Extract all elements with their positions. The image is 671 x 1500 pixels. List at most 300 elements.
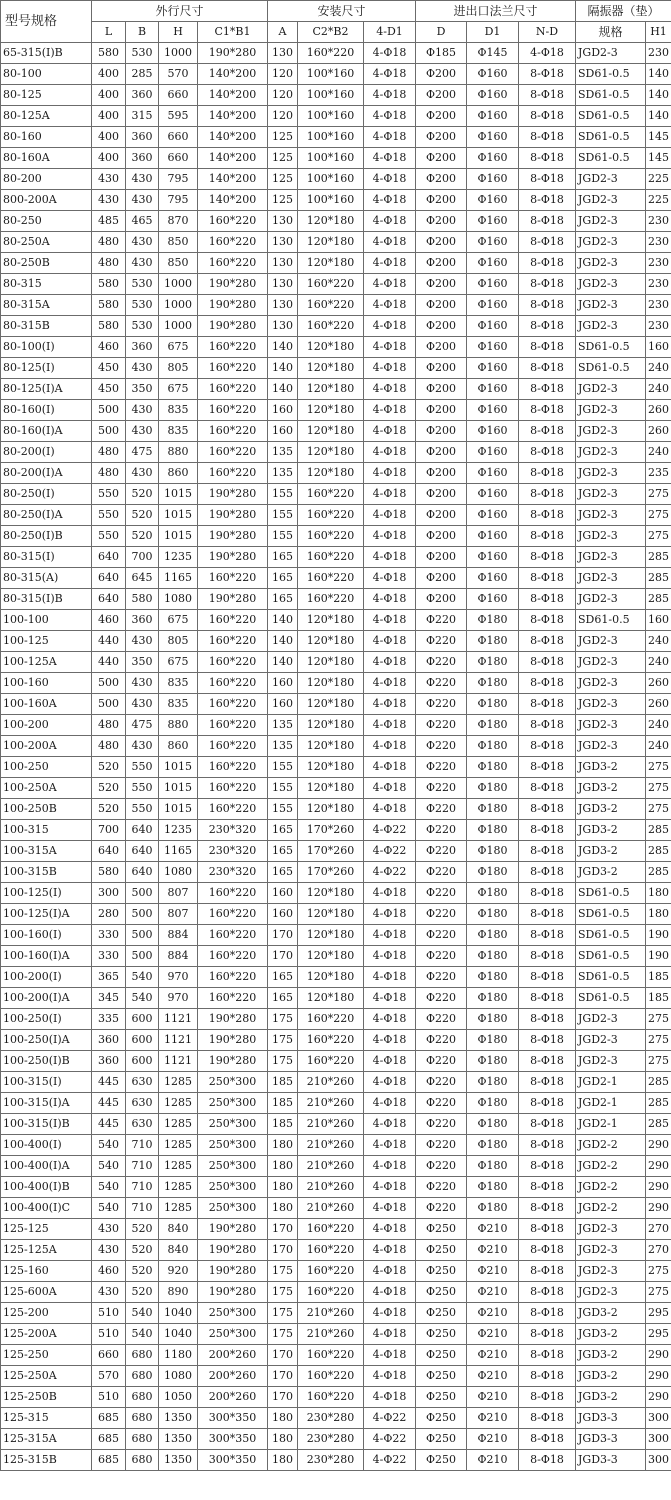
- model-cell: 100-125A: [1, 652, 92, 673]
- h-cell: 860: [159, 463, 198, 484]
- d1-cell: Φ160: [467, 463, 519, 484]
- d1-cell: Φ180: [467, 610, 519, 631]
- l-cell: 400: [92, 148, 126, 169]
- l-cell: 500: [92, 400, 126, 421]
- table-row: [1, 1051, 671, 1072]
- l-cell: 550: [92, 484, 126, 505]
- c1b1-cell: 140*200: [198, 190, 268, 211]
- nd-cell: 8-Φ18: [519, 1408, 576, 1429]
- bolt-hole-cell: 4-Φ18: [364, 1219, 416, 1240]
- nd-cell: 8-Φ18: [519, 1114, 576, 1135]
- d1-cell: Φ160: [467, 148, 519, 169]
- h-cell: 1015: [159, 778, 198, 799]
- l-cell: 640: [92, 547, 126, 568]
- d1-cell: Φ180: [467, 841, 519, 862]
- bolt-hole-cell: 4-Φ18: [364, 127, 416, 148]
- bolt-hole-cell: 4-Φ18: [364, 1156, 416, 1177]
- model-cell: 100-250A: [1, 778, 92, 799]
- d-cell: Φ200: [416, 316, 467, 337]
- nd-cell: 8-Φ18: [519, 925, 576, 946]
- l-cell: 400: [92, 127, 126, 148]
- b-cell: 520: [126, 484, 159, 505]
- nd-cell: 4-Φ18: [519, 43, 576, 64]
- d1-cell: Φ180: [467, 862, 519, 883]
- d1-cell: Φ180: [467, 757, 519, 778]
- isolator-spec-cell: JGD2-3: [576, 505, 646, 526]
- bolt-hole-cell: 4-Φ18: [364, 1135, 416, 1156]
- d-cell: Φ220: [416, 904, 467, 925]
- nd-cell: 8-Φ18: [519, 967, 576, 988]
- b-cell: 640: [126, 841, 159, 862]
- c2b2-cell: 160*220: [298, 568, 364, 589]
- b-cell: 315: [126, 106, 159, 127]
- d1-cell: Φ160: [467, 400, 519, 421]
- h-cell: 1000: [159, 295, 198, 316]
- d1-cell: Φ210: [467, 1429, 519, 1450]
- c1b1-cell: 190*280: [198, 274, 268, 295]
- table-row: [1, 148, 671, 169]
- h-cell: 1080: [159, 862, 198, 883]
- c1b1-cell: 160*220: [198, 400, 268, 421]
- d-cell: Φ185: [416, 43, 467, 64]
- h-cell: 1050: [159, 1387, 198, 1408]
- b-cell: 630: [126, 1114, 159, 1135]
- h-cell: 805: [159, 631, 198, 652]
- l-cell: 430: [92, 190, 126, 211]
- model-cell: 80-125(I)A: [1, 379, 92, 400]
- l-cell: 570: [92, 1366, 126, 1387]
- h-cell: 870: [159, 211, 198, 232]
- c1b1-cell: 140*200: [198, 85, 268, 106]
- h-cell: 1285: [159, 1156, 198, 1177]
- c2b2-cell: 120*180: [298, 421, 364, 442]
- nd-cell: 8-Φ18: [519, 526, 576, 547]
- nd-cell: 8-Φ18: [519, 1030, 576, 1051]
- header-col-4d1: 4-D1: [364, 22, 416, 43]
- c2b2-cell: 170*260: [298, 841, 364, 862]
- h-cell: 1285: [159, 1114, 198, 1135]
- model-cell: 100-100: [1, 610, 92, 631]
- c2b2-cell: 210*260: [298, 1114, 364, 1135]
- isolator-spec-cell: JGD2-3: [576, 589, 646, 610]
- b-cell: 430: [126, 190, 159, 211]
- isolator-spec-cell: SD61-0.5: [576, 85, 646, 106]
- b-cell: 680: [126, 1387, 159, 1408]
- bolt-hole-cell: 4-Φ18: [364, 610, 416, 631]
- c1b1-cell: 160*220: [198, 715, 268, 736]
- l-cell: 510: [92, 1324, 126, 1345]
- b-cell: 540: [126, 1303, 159, 1324]
- nd-cell: 8-Φ18: [519, 1429, 576, 1450]
- h-cell: 1040: [159, 1303, 198, 1324]
- header-col-h1: H1: [646, 22, 671, 43]
- h1-cell: 275: [646, 1051, 671, 1072]
- table-row: [1, 610, 671, 631]
- h1-cell: 285: [646, 841, 671, 862]
- b-cell: 430: [126, 253, 159, 274]
- b-cell: 520: [126, 1282, 159, 1303]
- h-cell: 1015: [159, 799, 198, 820]
- isolator-spec-cell: JGD2-3: [576, 295, 646, 316]
- header-col-b: B: [126, 22, 159, 43]
- c1b1-cell: 250*300: [198, 1135, 268, 1156]
- d1-cell: Φ160: [467, 484, 519, 505]
- a-cell: 155: [268, 484, 298, 505]
- h1-cell: 275: [646, 1009, 671, 1030]
- d-cell: Φ200: [416, 190, 467, 211]
- bolt-hole-cell: 4-Φ18: [364, 673, 416, 694]
- d1-cell: Φ180: [467, 925, 519, 946]
- nd-cell: 8-Φ18: [519, 64, 576, 85]
- nd-cell: 8-Φ18: [519, 820, 576, 841]
- d-cell: Φ250: [416, 1387, 467, 1408]
- model-cell: 80-160: [1, 127, 92, 148]
- h1-cell: 290: [646, 1345, 671, 1366]
- bolt-hole-cell: 4-Φ18: [364, 526, 416, 547]
- l-cell: 450: [92, 379, 126, 400]
- h1-cell: 260: [646, 400, 671, 421]
- h1-cell: 300: [646, 1408, 671, 1429]
- d1-cell: Φ160: [467, 358, 519, 379]
- nd-cell: 8-Φ18: [519, 337, 576, 358]
- l-cell: 360: [92, 1051, 126, 1072]
- table-row: [1, 1198, 671, 1219]
- l-cell: 430: [92, 1219, 126, 1240]
- table-row: [1, 1093, 671, 1114]
- a-cell: 160: [268, 904, 298, 925]
- d-cell: Φ200: [416, 400, 467, 421]
- isolator-spec-cell: JGD2-3: [576, 694, 646, 715]
- d-cell: Φ200: [416, 274, 467, 295]
- isolator-spec-cell: JGD2-1: [576, 1072, 646, 1093]
- isolator-spec-cell: JGD2-3: [576, 463, 646, 484]
- isolator-spec-cell: SD61-0.5: [576, 946, 646, 967]
- bolt-hole-cell: 4-Φ18: [364, 274, 416, 295]
- d1-cell: Φ180: [467, 1198, 519, 1219]
- a-cell: 170: [268, 1219, 298, 1240]
- a-cell: 140: [268, 358, 298, 379]
- h1-cell: 160: [646, 337, 671, 358]
- l-cell: 430: [92, 1240, 126, 1261]
- a-cell: 165: [268, 568, 298, 589]
- c2b2-cell: 120*180: [298, 946, 364, 967]
- h1-cell: 295: [646, 1303, 671, 1324]
- bolt-hole-cell: 4-Φ22: [364, 820, 416, 841]
- bolt-hole-cell: 4-Φ18: [364, 295, 416, 316]
- d1-cell: Φ160: [467, 64, 519, 85]
- c1b1-cell: 300*350: [198, 1450, 268, 1471]
- table-row: [1, 673, 671, 694]
- c1b1-cell: 160*220: [198, 232, 268, 253]
- h1-cell: 270: [646, 1240, 671, 1261]
- c1b1-cell: 250*300: [198, 1303, 268, 1324]
- a-cell: 135: [268, 463, 298, 484]
- model-cell: 80-125: [1, 85, 92, 106]
- c2b2-cell: 210*260: [298, 1198, 364, 1219]
- d-cell: Φ220: [416, 820, 467, 841]
- c1b1-cell: 190*280: [198, 295, 268, 316]
- table-row: [1, 883, 671, 904]
- d-cell: Φ250: [416, 1261, 467, 1282]
- table-row: [1, 631, 671, 652]
- a-cell: 175: [268, 1303, 298, 1324]
- a-cell: 140: [268, 610, 298, 631]
- isolator-spec-cell: JGD2-3: [576, 1240, 646, 1261]
- bolt-hole-cell: 4-Φ22: [364, 841, 416, 862]
- d1-cell: Φ180: [467, 694, 519, 715]
- model-cell: 125-600A: [1, 1282, 92, 1303]
- b-cell: 600: [126, 1009, 159, 1030]
- b-cell: 540: [126, 988, 159, 1009]
- nd-cell: 8-Φ18: [519, 1366, 576, 1387]
- d1-cell: Φ180: [467, 715, 519, 736]
- c1b1-cell: 140*200: [198, 64, 268, 85]
- c1b1-cell: 160*220: [198, 694, 268, 715]
- b-cell: 680: [126, 1345, 159, 1366]
- isolator-spec-cell: JGD3-2: [576, 1387, 646, 1408]
- bolt-hole-cell: 4-Φ18: [364, 1366, 416, 1387]
- isolator-spec-cell: JGD2-3: [576, 673, 646, 694]
- d-cell: Φ220: [416, 1030, 467, 1051]
- table-row: [1, 1072, 671, 1093]
- b-cell: 710: [126, 1156, 159, 1177]
- b-cell: 520: [126, 526, 159, 547]
- c1b1-cell: 250*300: [198, 1093, 268, 1114]
- model-cell: 100-160(I)A: [1, 946, 92, 967]
- h-cell: 840: [159, 1240, 198, 1261]
- nd-cell: 8-Φ18: [519, 1240, 576, 1261]
- table-row: [1, 862, 671, 883]
- b-cell: 520: [126, 1261, 159, 1282]
- isolator-spec-cell: JGD2-3: [576, 1009, 646, 1030]
- h-cell: 1350: [159, 1429, 198, 1450]
- l-cell: 480: [92, 715, 126, 736]
- nd-cell: 8-Φ18: [519, 232, 576, 253]
- h1-cell: 300: [646, 1429, 671, 1450]
- h-cell: 1285: [159, 1135, 198, 1156]
- d1-cell: Φ180: [467, 1177, 519, 1198]
- a-cell: 135: [268, 736, 298, 757]
- nd-cell: 8-Φ18: [519, 778, 576, 799]
- d-cell: Φ200: [416, 505, 467, 526]
- b-cell: 540: [126, 1324, 159, 1345]
- h-cell: 850: [159, 253, 198, 274]
- model-cell: 100-315(I): [1, 1072, 92, 1093]
- h1-cell: 275: [646, 757, 671, 778]
- header-column-row: [1, 22, 671, 43]
- c1b1-cell: 230*320: [198, 862, 268, 883]
- isolator-spec-cell: SD61-0.5: [576, 883, 646, 904]
- c1b1-cell: 250*300: [198, 1156, 268, 1177]
- h-cell: 1350: [159, 1408, 198, 1429]
- nd-cell: 8-Φ18: [519, 547, 576, 568]
- table-row: [1, 1345, 671, 1366]
- l-cell: 510: [92, 1303, 126, 1324]
- h1-cell: 240: [646, 631, 671, 652]
- c2b2-cell: 160*220: [298, 526, 364, 547]
- h-cell: 1080: [159, 589, 198, 610]
- c2b2-cell: 100*160: [298, 85, 364, 106]
- d-cell: Φ220: [416, 736, 467, 757]
- nd-cell: 8-Φ18: [519, 1051, 576, 1072]
- l-cell: 400: [92, 64, 126, 85]
- a-cell: 135: [268, 442, 298, 463]
- c1b1-cell: 300*350: [198, 1408, 268, 1429]
- bolt-hole-cell: 4-Φ18: [364, 316, 416, 337]
- c1b1-cell: 160*220: [198, 358, 268, 379]
- bolt-hole-cell: 4-Φ18: [364, 589, 416, 610]
- c2b2-cell: 160*220: [298, 547, 364, 568]
- d-cell: Φ220: [416, 1156, 467, 1177]
- l-cell: 700: [92, 820, 126, 841]
- model-cell: 100-200(I): [1, 967, 92, 988]
- table-row: [1, 1261, 671, 1282]
- h1-cell: 180: [646, 904, 671, 925]
- d-cell: Φ220: [416, 757, 467, 778]
- isolator-spec-cell: JGD2-3: [576, 1051, 646, 1072]
- h-cell: 920: [159, 1261, 198, 1282]
- h1-cell: 240: [646, 715, 671, 736]
- d1-cell: Φ160: [467, 211, 519, 232]
- isolator-spec-cell: SD61-0.5: [576, 106, 646, 127]
- bolt-hole-cell: 4-Φ18: [364, 652, 416, 673]
- l-cell: 640: [92, 589, 126, 610]
- isolator-spec-cell: SD61-0.5: [576, 610, 646, 631]
- table-row: [1, 967, 671, 988]
- isolator-spec-cell: JGD2-3: [576, 1219, 646, 1240]
- bolt-hole-cell: 4-Φ18: [364, 967, 416, 988]
- d1-cell: Φ160: [467, 127, 519, 148]
- a-cell: 130: [268, 211, 298, 232]
- isolator-spec-cell: JGD2-3: [576, 526, 646, 547]
- nd-cell: 8-Φ18: [519, 463, 576, 484]
- l-cell: 660: [92, 1345, 126, 1366]
- d-cell: Φ200: [416, 379, 467, 400]
- isolator-spec-cell: JGD2-3: [576, 1261, 646, 1282]
- bolt-hole-cell: 4-Φ18: [364, 379, 416, 400]
- model-cell: 100-315B: [1, 862, 92, 883]
- d1-cell: Φ180: [467, 1051, 519, 1072]
- d-cell: Φ200: [416, 232, 467, 253]
- c1b1-cell: 190*280: [198, 1051, 268, 1072]
- a-cell: 170: [268, 1387, 298, 1408]
- a-cell: 175: [268, 1261, 298, 1282]
- nd-cell: 8-Φ18: [519, 610, 576, 631]
- h1-cell: 230: [646, 232, 671, 253]
- b-cell: 475: [126, 442, 159, 463]
- isolator-spec-cell: JGD2-3: [576, 274, 646, 295]
- b-cell: 580: [126, 589, 159, 610]
- c1b1-cell: 190*280: [198, 1240, 268, 1261]
- model-cell: 125-200A: [1, 1324, 92, 1345]
- table-row: [1, 106, 671, 127]
- model-cell: 100-315(I)B: [1, 1114, 92, 1135]
- b-cell: 430: [126, 421, 159, 442]
- h1-cell: 225: [646, 169, 671, 190]
- model-cell: 80-160A: [1, 148, 92, 169]
- table-row: [1, 820, 671, 841]
- h1-cell: 145: [646, 148, 671, 169]
- bolt-hole-cell: 4-Φ18: [364, 1030, 416, 1051]
- d-cell: Φ200: [416, 421, 467, 442]
- model-cell: 125-250: [1, 1345, 92, 1366]
- nd-cell: 8-Φ18: [519, 1345, 576, 1366]
- nd-cell: 8-Φ18: [519, 988, 576, 1009]
- isolator-spec-cell: JGD2-3: [576, 715, 646, 736]
- a-cell: 175: [268, 1051, 298, 1072]
- isolator-spec-cell: JGD2-3: [576, 568, 646, 589]
- h-cell: 660: [159, 127, 198, 148]
- b-cell: 680: [126, 1408, 159, 1429]
- a-cell: 140: [268, 337, 298, 358]
- c2b2-cell: 160*220: [298, 1240, 364, 1261]
- d-cell: Φ250: [416, 1366, 467, 1387]
- model-cell: 125-250B: [1, 1387, 92, 1408]
- l-cell: 445: [92, 1093, 126, 1114]
- l-cell: 520: [92, 799, 126, 820]
- bolt-hole-cell: 4-Φ18: [364, 1345, 416, 1366]
- h1-cell: 230: [646, 253, 671, 274]
- c1b1-cell: 190*280: [198, 1219, 268, 1240]
- b-cell: 430: [126, 232, 159, 253]
- c2b2-cell: 210*260: [298, 1093, 364, 1114]
- bolt-hole-cell: 4-Φ18: [364, 190, 416, 211]
- d-cell: Φ200: [416, 358, 467, 379]
- table-row: [1, 925, 671, 946]
- model-cell: 80-250: [1, 211, 92, 232]
- bolt-hole-cell: 4-Φ18: [364, 232, 416, 253]
- l-cell: 360: [92, 1030, 126, 1051]
- table-row: [1, 1429, 671, 1450]
- a-cell: 180: [268, 1408, 298, 1429]
- h-cell: 1040: [159, 1324, 198, 1345]
- nd-cell: 8-Φ18: [519, 190, 576, 211]
- d1-cell: Φ180: [467, 799, 519, 820]
- header-group-install: 安装尺寸: [268, 1, 416, 22]
- table-row: [1, 1009, 671, 1030]
- c1b1-cell: 190*280: [198, 43, 268, 64]
- l-cell: 445: [92, 1072, 126, 1093]
- b-cell: 360: [126, 610, 159, 631]
- header-col-a: A: [268, 22, 298, 43]
- h-cell: 807: [159, 904, 198, 925]
- bolt-hole-cell: 4-Φ18: [364, 1114, 416, 1135]
- bolt-hole-cell: 4-Φ18: [364, 1240, 416, 1261]
- c2b2-cell: 100*160: [298, 106, 364, 127]
- l-cell: 345: [92, 988, 126, 1009]
- l-cell: 640: [92, 841, 126, 862]
- d-cell: Φ250: [416, 1282, 467, 1303]
- c1b1-cell: 160*220: [198, 463, 268, 484]
- d-cell: Φ250: [416, 1219, 467, 1240]
- d-cell: Φ220: [416, 799, 467, 820]
- model-cell: 80-125A: [1, 106, 92, 127]
- h-cell: 890: [159, 1282, 198, 1303]
- a-cell: 165: [268, 841, 298, 862]
- model-cell: 100-160: [1, 673, 92, 694]
- c1b1-cell: 140*200: [198, 127, 268, 148]
- b-cell: 530: [126, 295, 159, 316]
- model-cell: 100-250(I): [1, 1009, 92, 1030]
- l-cell: 520: [92, 757, 126, 778]
- c1b1-cell: 190*280: [198, 1261, 268, 1282]
- table-row: [1, 1114, 671, 1135]
- table-row: [1, 1156, 671, 1177]
- table-row: [1, 253, 671, 274]
- model-cell: 80-250(I)A: [1, 505, 92, 526]
- d-cell: Φ200: [416, 337, 467, 358]
- isolator-spec-cell: SD61-0.5: [576, 337, 646, 358]
